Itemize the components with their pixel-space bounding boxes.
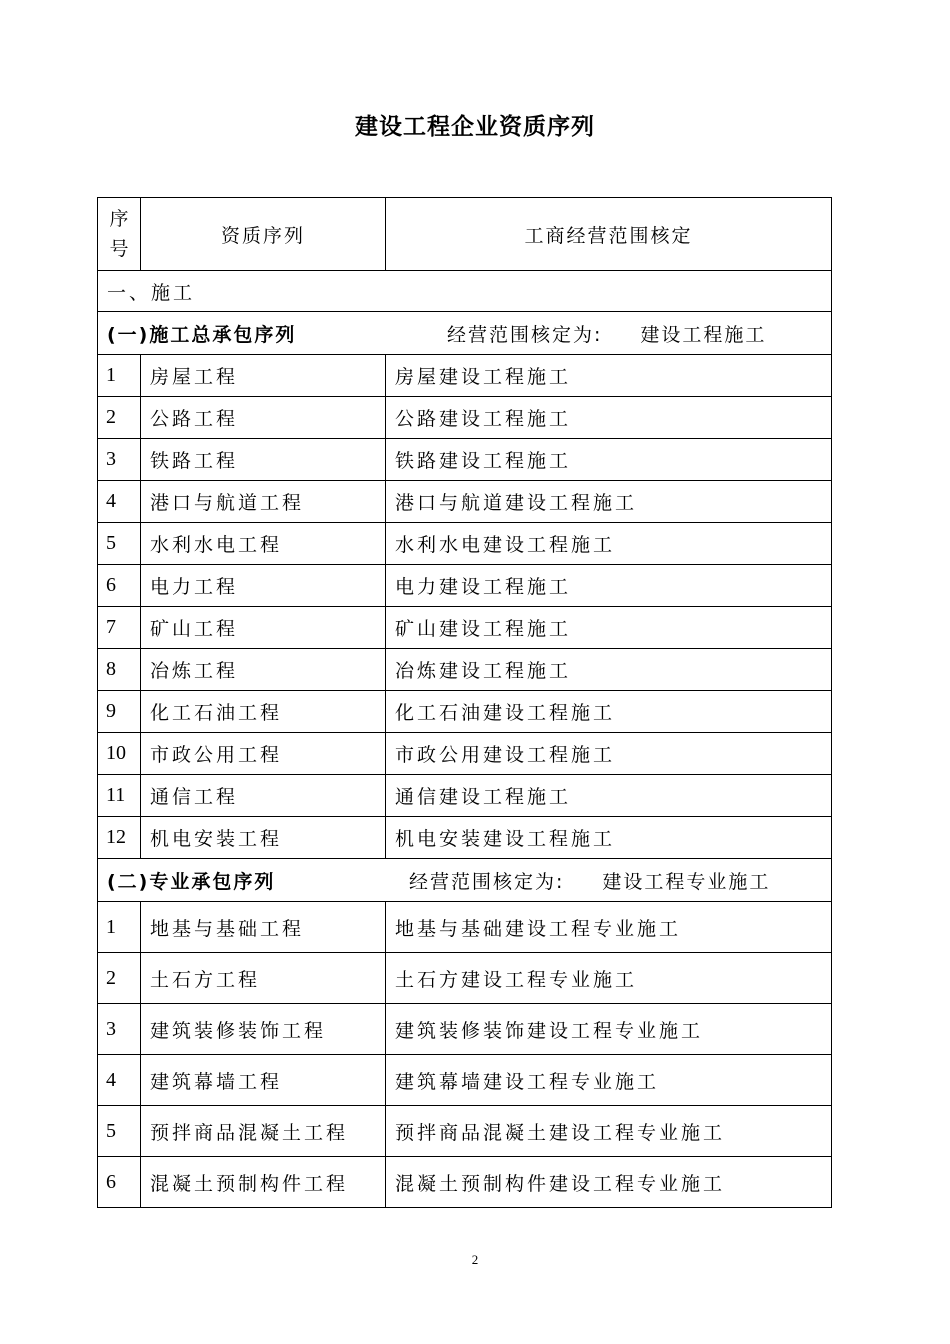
scope-label: 经营范围核定为: — [409, 870, 565, 893]
table-row — [98, 817, 832, 859]
row-number: 2 — [98, 953, 141, 1004]
table-row — [98, 1157, 832, 1208]
table-row — [98, 733, 832, 775]
row-scope: 公路建设工程施工 — [386, 397, 832, 439]
header-series: 资质序列 — [141, 198, 386, 271]
row-scope: 矿山建设工程施工 — [386, 607, 832, 649]
row-series: 机电安装工程 — [141, 817, 386, 859]
row-scope: 土石方建设工程专业施工 — [386, 953, 832, 1004]
scope-value: 建设工程专业施工 — [602, 870, 771, 893]
row-series: 混凝土预制构件工程 — [141, 1157, 386, 1208]
table-row — [98, 1055, 832, 1106]
table-row — [98, 481, 832, 523]
group-name: (一)施工总承包序列 — [107, 323, 297, 346]
row-number: 12 — [98, 817, 141, 859]
row-scope: 港口与航道建设工程施工 — [386, 481, 832, 523]
group-scope — [447, 320, 766, 347]
table-row — [98, 1106, 832, 1157]
row-series: 铁路工程 — [141, 439, 386, 481]
group-cell — [98, 859, 832, 902]
table-row — [98, 523, 832, 565]
row-series: 预拌商品混凝土工程 — [141, 1106, 386, 1157]
table-row — [98, 775, 832, 817]
row-series: 冶炼工程 — [141, 649, 386, 691]
row-number: 11 — [98, 775, 141, 817]
row-number: 6 — [98, 1157, 141, 1208]
table-row — [98, 397, 832, 439]
table-header-row — [98, 198, 832, 271]
row-number: 3 — [98, 1004, 141, 1055]
row-number: 1 — [98, 902, 141, 953]
row-number: 3 — [98, 439, 141, 481]
row-number: 10 — [98, 733, 141, 775]
scope-value: 建设工程施工 — [640, 323, 767, 346]
row-series: 电力工程 — [141, 565, 386, 607]
table-row — [98, 439, 832, 481]
row-scope: 地基与基础建设工程专业施工 — [386, 902, 832, 953]
row-scope: 铁路建设工程施工 — [386, 439, 832, 481]
qualification-table — [97, 197, 832, 1208]
row-series: 港口与航道工程 — [141, 481, 386, 523]
row-series: 公路工程 — [141, 397, 386, 439]
header-seq: 序号 — [98, 198, 141, 271]
row-series: 地基与基础工程 — [141, 902, 386, 953]
table-row — [98, 953, 832, 1004]
table-row — [98, 649, 832, 691]
row-series: 建筑装修装饰工程 — [141, 1004, 386, 1055]
row-number: 6 — [98, 565, 141, 607]
group-cell — [98, 312, 832, 355]
row-series: 市政公用工程 — [141, 733, 386, 775]
row-series: 房屋工程 — [141, 355, 386, 397]
row-number: 8 — [98, 649, 141, 691]
row-scope: 机电安装建设工程施工 — [386, 817, 832, 859]
row-scope: 市政公用建设工程施工 — [386, 733, 832, 775]
row-scope: 预拌商品混凝土建设工程专业施工 — [386, 1106, 832, 1157]
group-scope — [409, 867, 770, 894]
group-row-general-contracting — [98, 312, 832, 355]
table-row — [98, 607, 832, 649]
row-scope: 建筑装修装饰建设工程专业施工 — [386, 1004, 832, 1055]
row-scope: 水利水电建设工程施工 — [386, 523, 832, 565]
row-number: 9 — [98, 691, 141, 733]
table-row — [98, 1004, 832, 1055]
section-row — [98, 271, 832, 312]
row-series: 建筑幕墙工程 — [141, 1055, 386, 1106]
table-row — [98, 565, 832, 607]
row-series: 水利水电工程 — [141, 523, 386, 565]
row-series: 通信工程 — [141, 775, 386, 817]
row-number: 1 — [98, 355, 141, 397]
row-number: 4 — [98, 1055, 141, 1106]
row-number: 7 — [98, 607, 141, 649]
table-row — [98, 355, 832, 397]
document-title: 建设工程企业资质序列 — [355, 114, 595, 140]
row-scope: 混凝土预制构件建设工程专业施工 — [386, 1157, 832, 1208]
row-number: 2 — [98, 397, 141, 439]
page-number: 2 — [471, 1252, 479, 1267]
row-scope: 冶炼建设工程施工 — [386, 649, 832, 691]
row-number: 4 — [98, 481, 141, 523]
header-scope: 工商经营范围核定 — [386, 198, 832, 271]
group-name: (二)专业承包序列 — [107, 870, 276, 893]
row-scope: 化工石油建设工程施工 — [386, 691, 832, 733]
row-series: 土石方工程 — [141, 953, 386, 1004]
row-series: 矿山工程 — [141, 607, 386, 649]
scope-label: 经营范围核定为: — [447, 323, 603, 346]
row-number: 5 — [98, 1106, 141, 1157]
row-scope: 房屋建设工程施工 — [386, 355, 832, 397]
section-title: 一、施工 — [98, 271, 832, 312]
row-scope: 电力建设工程施工 — [386, 565, 832, 607]
group-row-specialty-contracting — [98, 859, 832, 902]
row-number: 5 — [98, 523, 141, 565]
row-scope: 通信建设工程施工 — [386, 775, 832, 817]
table-row — [98, 691, 832, 733]
row-series: 化工石油工程 — [141, 691, 386, 733]
table-row — [98, 902, 832, 953]
row-scope: 建筑幕墙建设工程专业施工 — [386, 1055, 832, 1106]
